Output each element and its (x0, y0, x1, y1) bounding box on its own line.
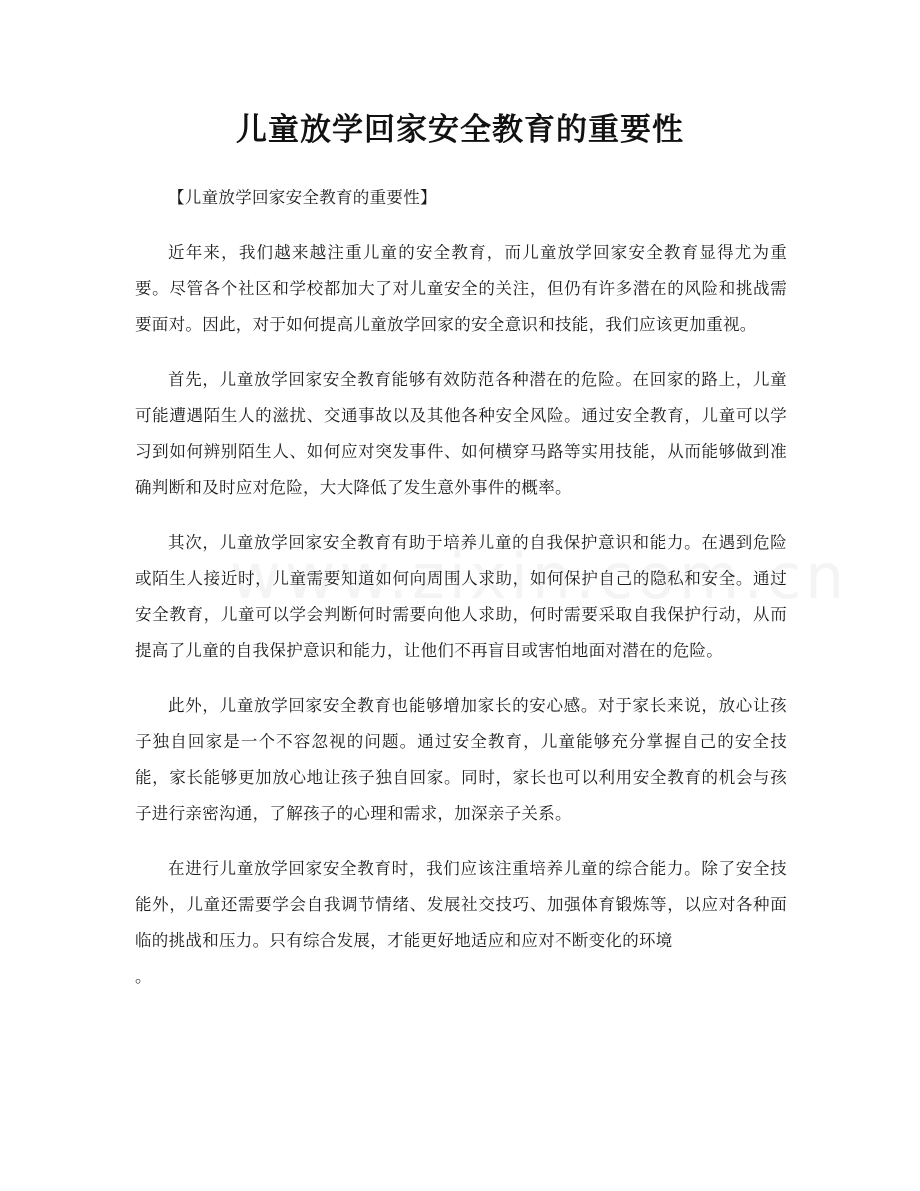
paragraph-5-tail: 。 (135, 967, 152, 986)
paragraph-2: 首先，儿童放学回家安全教育能够有效防范各种潜在的危险。在回家的路上，儿童可能遭遇陌生人的滋扰、交通事故以及其他各种安全风险。通过安全教育，儿童可以学习到如何辨别陌生人、如何应对突发事件、如何横穿马路等实用技能，从而能够做到准确判断和及时应对危险，大大降低了发生意外事件的概率。 (135, 370, 787, 497)
subheading: 【儿童放学回家安全教育的重要性】 (168, 188, 437, 207)
document-title: 儿童放学回家安全教育的重要性 (236, 112, 684, 148)
paragraph-1: 近年来，我们越来越注重儿童的安全教育，而儿童放学回家安全教育显得尤为重要。尽管各个社区和学校都加大了对儿童安全的关注，但仍有许多潜在的风险和挑战需要面对。因此，对于如何提高儿童放学回家的安全意识和技能，我们应该更加重视。 (135, 243, 787, 334)
paragraph-3: 其次，儿童放学回家安全教育有助于培养儿童的自我保护意识和能力。在遇到危险或陌生人接近时，儿童需要知道如何向周围人求助，如何保护自己的隐私和安全。通过安全教育，儿童可以学会判断何时需要向他人求助，何时需要采取自我保护行动，从而提高了儿童的自我保护意识和能力，让他们不再盲目或害怕地面对潜在的危险。 (135, 533, 787, 660)
paragraph-5 (135, 851, 787, 995)
paragraph-4: 此外，儿童放学回家安全教育也能够增加家长的安心感。对于家长来说，放心让孩子独自回家是一个不容忽视的问题。通过安全教育，儿童能够充分掌握自己的安全技能，家长能够更加放心地让孩子独自回家。同时，家长也可以利用安全教育的机会与孩子进行亲密沟通，了解孩子的心理和需求，加深亲子关系。 (135, 696, 787, 823)
document-body (135, 180, 787, 1014)
paragraph-5-text: 在进行儿童放学回家安全教育时，我们应该注重培养儿童的综合能力。除了安全技能外，儿童还需要学会自我调节情绪、发展社交技巧、加强体育锻炼等，以应对各种面临的挑战和压力。只有综合发展，才能更好地适应和应对不断变化的环境 (135, 859, 787, 950)
